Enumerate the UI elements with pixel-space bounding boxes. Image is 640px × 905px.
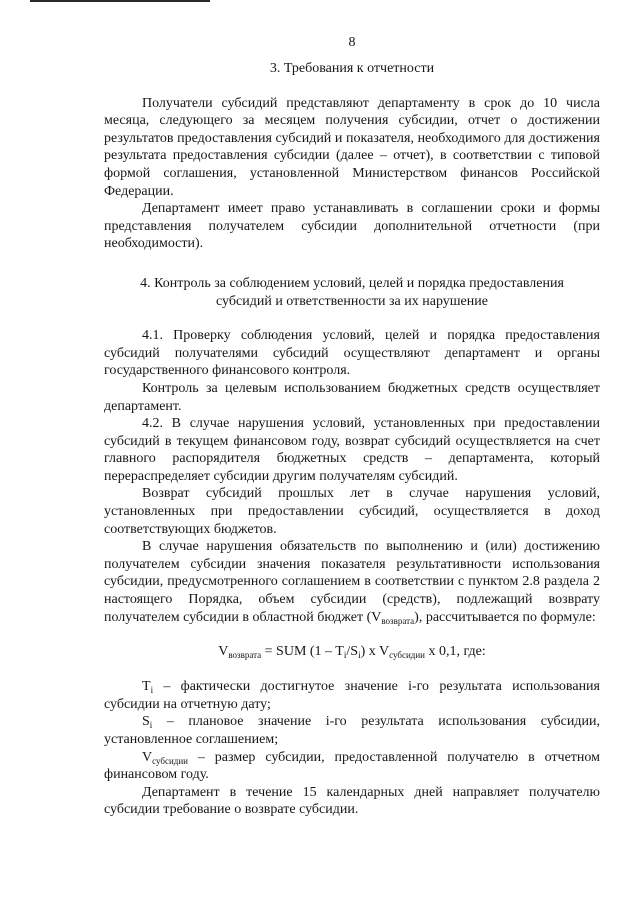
formula-slash: /S — [346, 644, 359, 660]
document-page — [104, 34, 600, 819]
definition-t — [104, 678, 600, 713]
page-number: 8 — [348, 35, 356, 50]
formula-v: V — [218, 644, 229, 660]
section-4-paragraph-2: Контроль за целевым использованием бюджетных средств осуществляет департамент. — [104, 380, 600, 414]
definition-v — [104, 749, 600, 784]
section-3-heading: 3. Требования к отчетности — [269, 61, 435, 76]
def-t-symbol: T — [142, 679, 151, 695]
final-paragraph: Департамент в течение 15 календарных дней направляет получателю субсидии требование о возврате субсидии. — [104, 784, 600, 818]
def-s-sub: i — [149, 720, 153, 731]
section-4-heading-line-1: 4. Контроль за соблюдением условий, целей и порядка предоставления — [140, 275, 564, 291]
section-3-paragraph-2: Департамент имеет право устанавливать в соглашении сроки и формы представления получателем субсидии дополнительной отчетности (при необходимости). — [104, 201, 600, 252]
def-t-text: – фактически достигнутое значение i-го результата использования субсидии на отчетную дату; — [104, 679, 600, 712]
scan-top-line — [30, 0, 210, 2]
formula-mid2: ) x V — [360, 644, 390, 660]
def-v-text: – размер субсидии, предоставленной получателю в отчетном финансовом году. — [104, 749, 600, 783]
formula-mid: = SUM (1 – T — [261, 644, 344, 660]
formula — [104, 643, 600, 661]
section-4-paragraph-3: 4.2. В случае нарушения условий, установленных при предоставлении субсидий в текущем финансовом году, возврат субсидий осуществляется на счет главного распорядителя бюджетных средств – департамента, который перераспределяет субсидии другим получателям субсидий. — [104, 416, 600, 484]
section-4-paragraph-1: 4.1. Проверку соблюдения условий, целей и порядка предоставления субсидий получателями субсидий осуществляют департамент и органы государственного финансового контроля. — [104, 328, 600, 379]
formula-i1: i — [343, 650, 347, 661]
definition-s — [104, 713, 600, 748]
p5-subscript: возврата — [381, 615, 415, 626]
def-v-symbol: V — [142, 749, 153, 765]
section-4-heading-line-2: субсидий и ответственности за их нарушение — [216, 293, 488, 309]
p5-text: В случае нарушения обязательств по выполнению и (или) достижению получателем субсидии значения показателя результативности использования субсидии, предусмотренного соглашением в соответствии с пунктом 2.8 раздела 2 настоящего Порядка, объем субсидии (средств), подлежащий возврату получателем субсидии в областной бюджет (V — [104, 539, 600, 625]
def-s-symbol: S — [142, 714, 150, 730]
formula-v-sub: возврата — [228, 650, 262, 661]
p5-tail: ), рассчитывается по формуле: — [414, 609, 596, 625]
def-t-sub: i — [150, 685, 154, 696]
def-v-sub: субсидии — [152, 755, 188, 766]
formula-sub2: субсидии — [389, 650, 425, 661]
section-4-paragraph-4: Возврат субсидий прошлых лет в случае нарушения условий, установленных при предоставлении субсидий, осуществляется в доход соответствующих бюджетов. — [104, 486, 600, 537]
formula-i2: i — [358, 650, 361, 661]
section-4-paragraph-5 — [104, 538, 600, 626]
formula-tail: x 0,1, где: — [424, 644, 486, 660]
def-s-text: – плановое значение i-го результата использования субсидии, установленное соглашением; — [104, 714, 600, 747]
section-3-paragraph-1: Получатели субсидий представляют департаменту в срок до 10 числа месяца, следующего за месяцем получения субсидии, отчет о достижении результатов предоставления субсидий и показателя, необходимого для достижения результата предоставления субсидии (далее – отчет), в соответствии с типовой формой соглашения, установленной Министерством финансов Российской Федерации. — [104, 95, 600, 199]
